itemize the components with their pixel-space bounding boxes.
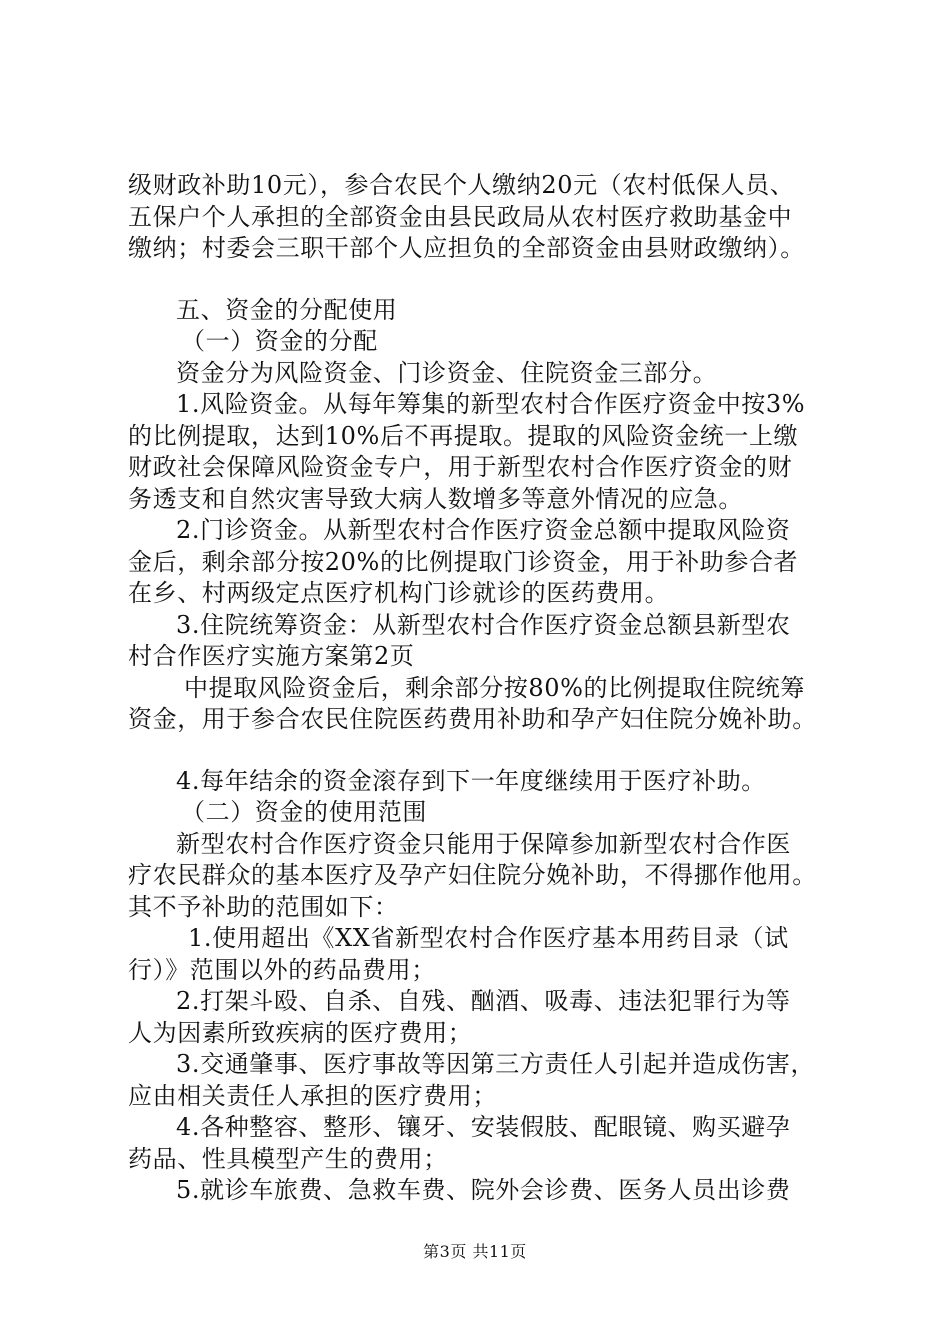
paragraph-line: 金后，剩余部分按20%的比例提取门诊资金，用于补助参合者	[128, 547, 799, 576]
paragraph-line: 1.风险资金。从每年筹集的新型农村合作医疗资金中按3%	[176, 390, 806, 418]
paragraph-line: 缴纳；村委会三职干部个人应担负的全部资金由县财政缴纳）。	[128, 234, 805, 262]
list-item-continuation: 药品、性具模型产生的费用；	[128, 1144, 448, 1173]
list-item-continuation: 应由相关责任人承担的医疗费用；	[128, 1081, 497, 1110]
paragraph-gap	[128, 265, 838, 295]
paragraph-line: 新型农村合作医疗资金只能用于保障参加新型农村合作医	[176, 829, 791, 858]
paragraph-line: 级财政补助10元），参合农民个人缴纳20元（农村低保人员、	[128, 171, 795, 199]
subsection-heading: （二）资金的使用范围	[181, 798, 427, 826]
paragraph-line: 其不予补助的范围如下：	[128, 892, 399, 921]
paragraph-line: 资金分为风险资金、门诊资金、住院资金三部分。	[176, 358, 718, 387]
paragraph-gap	[128, 736, 838, 766]
list-item: 1.使用超出《XX省新型农村合作医疗基本用药目录（试	[188, 924, 789, 952]
paragraph-line: 村合作医疗实施方案第2页	[128, 642, 415, 670]
paragraph-line: 3.住院统筹资金：从新型农村合作医疗资金总额县新型农	[176, 610, 791, 639]
page-footer: 第3页 共11页	[423, 1242, 527, 1261]
paragraph-line: 中提取风险资金后，剩余部分按80%的比例提取住院统筹	[184, 673, 805, 702]
subsection-heading: （一）资金的分配	[181, 327, 378, 355]
paragraph-line: 资金，用于参合农民住院医药费用补助和孕产妇住院分娩补助。	[128, 705, 817, 733]
list-item: 4.各种整容、整形、镶牙、安装假肢、配眼镜、购买避孕	[176, 1113, 791, 1141]
paragraph-line: 务透支和自然灾害导致大病人数增多等意外情况的应急。	[128, 484, 743, 513]
list-item: 5.就诊车旅费、急救车费、院外会诊费、医务人员出诊费	[176, 1176, 791, 1204]
list-item-continuation: 行）》范围以外的药品费用；	[128, 955, 436, 984]
list-item-continuation: 人为因素所致疾病的医疗费用；	[128, 1018, 473, 1047]
paragraph-line: 的比例提取，达到10%后不再提取。提取的风险资金统一上缴	[128, 421, 799, 450]
section-heading: 五、资金的分配使用	[176, 295, 398, 324]
paragraph-line: 财政社会保障风险资金专户，用于新型农村合作医疗资金的财	[128, 453, 793, 481]
list-item: 3.交通肇事、医疗事故等因第三方责任人引起并造成伤害，	[176, 1050, 816, 1078]
paragraph-line: 五保户个人承担的全部资金由县民政局从农村医疗救助基金中	[128, 202, 793, 231]
paragraph-line: 4.每年结余的资金滚存到下一年度继续用于医疗补助。	[176, 766, 766, 795]
paragraph-line: 2.门诊资金。从新型农村合作医疗资金总额中提取风险资	[176, 516, 791, 544]
paragraph-line: 在乡、村两级定点医疗机构门诊就诊的医药费用。	[128, 579, 670, 607]
list-item: 2.打架斗殴、自杀、自残、酗酒、吸毒、违法犯罪行为等	[176, 987, 791, 1015]
paragraph-line: 疗农民群众的基本医疗及孕产妇住院分娩补助，不得挪作他用。	[128, 861, 817, 889]
document-body	[128, 170, 838, 1207]
